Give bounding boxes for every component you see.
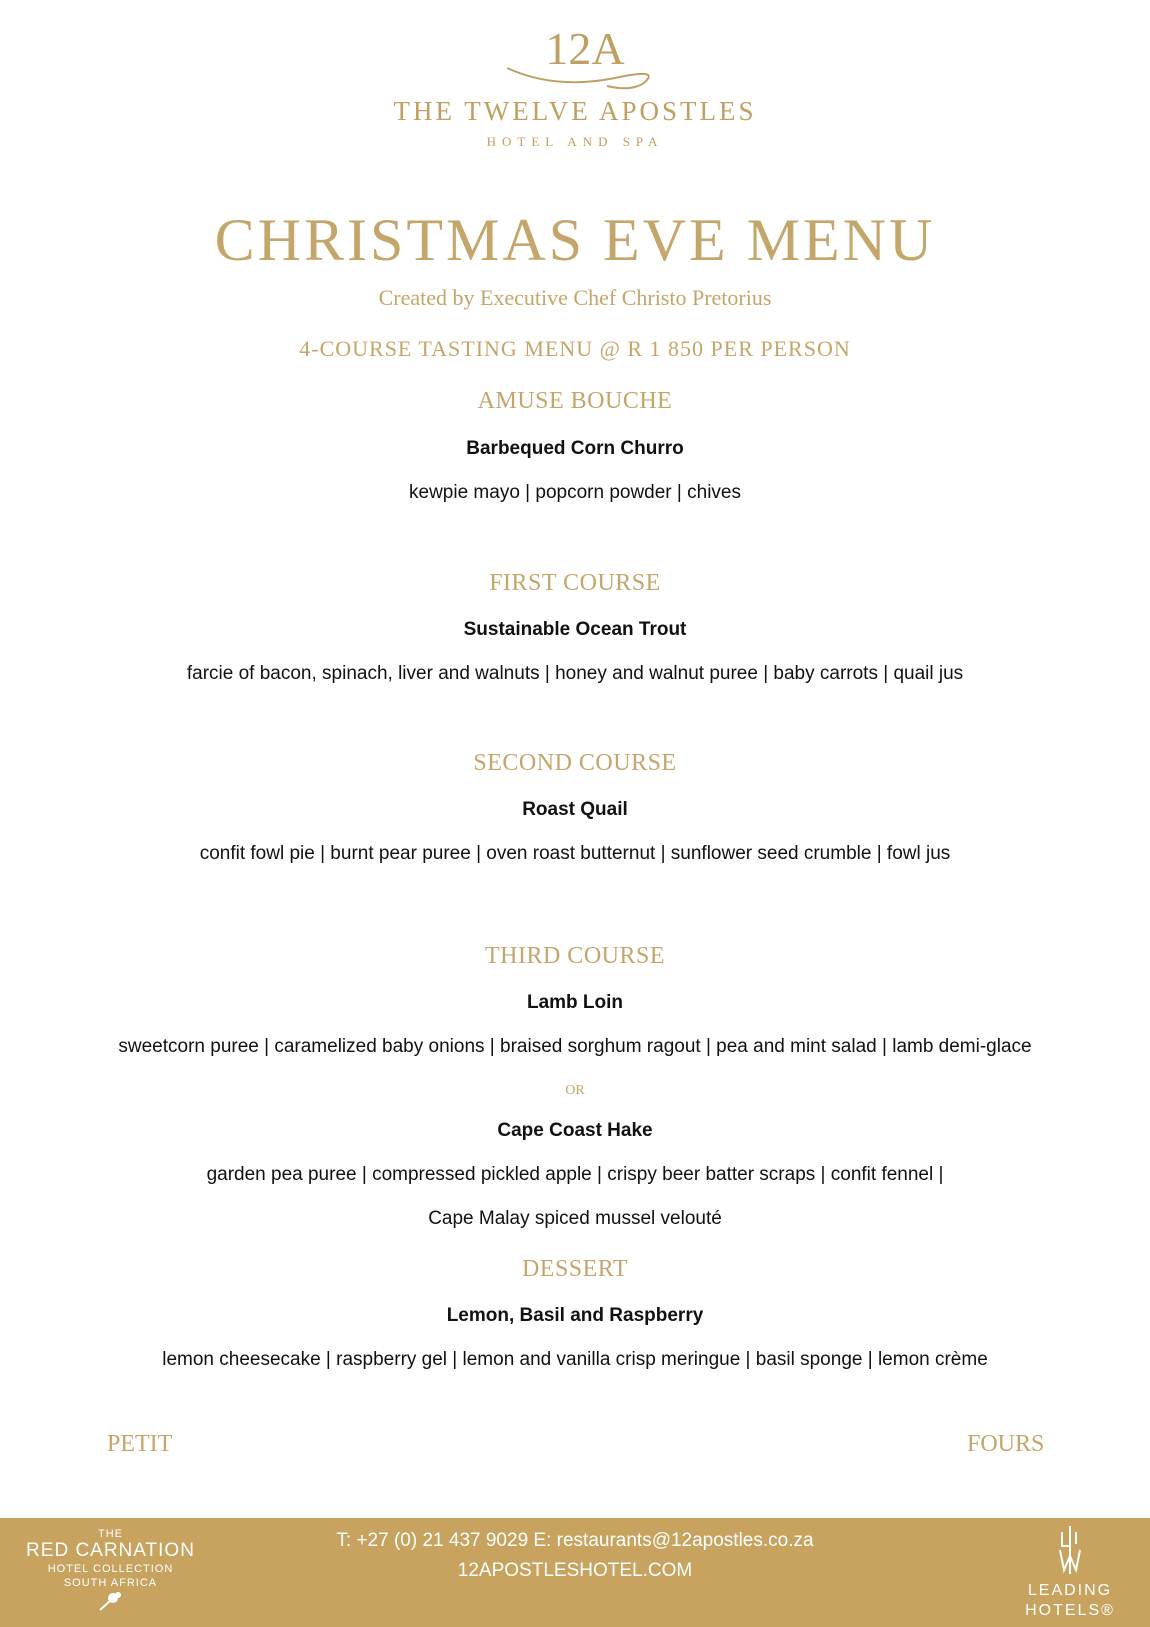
dish-description: garden pea puree | compressed pickled apple | crispy beer batter scraps | confit fennel | — [206, 1164, 944, 1185]
dish-name: Sustainable Ocean Trout — [463, 619, 687, 640]
fours-label: FOURS — [967, 1431, 1045, 1457]
carnation-flower-icon — [96, 1590, 126, 1612]
website-link[interactable]: 12APOSTLESHOTEL.COM — [457, 1560, 693, 1581]
twelve-apostles-logo-mark — [495, 20, 675, 100]
course-heading-second: SECOND COURSE — [473, 750, 677, 776]
chef-credit: Created by Executive Chef Christo Pretorius — [378, 285, 772, 310]
hotel-subtitle: HOTEL AND SPA — [486, 134, 664, 149]
red-carnation-the: THE — [98, 1528, 123, 1540]
contact-details: T: +27 (0) 21 437 9029 E: restaurants@12apostles.co.za — [336, 1530, 814, 1551]
dish-name: Roast Quail — [522, 799, 628, 820]
course-heading-first: FIRST COURSE — [489, 570, 661, 596]
course-heading-amuse: AMUSE BOUCHE — [477, 388, 673, 414]
red-carnation-line2: SOUTH AFRICA — [63, 1577, 158, 1589]
dish-name: Lemon, Basil and Raspberry — [446, 1305, 704, 1326]
dish-description: lemon cheesecake | raspberry gel | lemon and vanilla crisp meringue | basil sponge | lemon crème — [162, 1349, 988, 1370]
footer-bar — [0, 1518, 1150, 1627]
course-heading-dessert: DESSERT — [521, 1256, 629, 1282]
dish-name: Cape Coast Hake — [497, 1120, 653, 1141]
red-carnation-name: RED CARNATION — [26, 1540, 195, 1561]
leading-hotels-line1: LEADING — [1027, 1582, 1113, 1599]
logo-mark-text: 12A — [545, 23, 625, 74]
course-heading-third: THIRD COURSE — [484, 943, 665, 969]
dish-description: farcie of bacon, spinach, liver and walnuts | honey and walnut puree | baby carrots | quail jus — [186, 663, 964, 684]
dish-description: sweetcorn puree | caramelized baby onions | braised sorghum ragout | pea and mint salad | lamb demi-glace — [118, 1036, 1032, 1057]
leading-hotels-logo — [1010, 1524, 1130, 1621]
leading-hotels-line2: HOTELS® — [1025, 1602, 1115, 1619]
dish-name: Barbequed Corn Churro — [466, 438, 684, 459]
hotel-name: THE TWELVE APOSTLES — [393, 96, 757, 126]
dish-name: Lamb Loin — [526, 992, 624, 1013]
petit-label: PETIT — [107, 1431, 173, 1457]
dish-description: confit fowl pie | burnt pear puree | oven roast butternut | sunflower seed crumble | fowl jus — [199, 843, 951, 864]
lhw-monogram-icon — [1050, 1524, 1090, 1576]
menu-title: CHRISTMAS EVE MENU — [214, 207, 936, 273]
red-carnation-line1: HOTEL COLLECTION — [47, 1563, 174, 1575]
dish-description: Cape Malay spiced mussel velouté — [428, 1208, 722, 1229]
tasting-price: 4-COURSE TASTING MENU @ R 1 850 PER PERSON — [299, 336, 851, 361]
dish-description: kewpie mayo | popcorn powder | chives — [409, 482, 741, 503]
or-separator: OR — [565, 1083, 585, 1098]
